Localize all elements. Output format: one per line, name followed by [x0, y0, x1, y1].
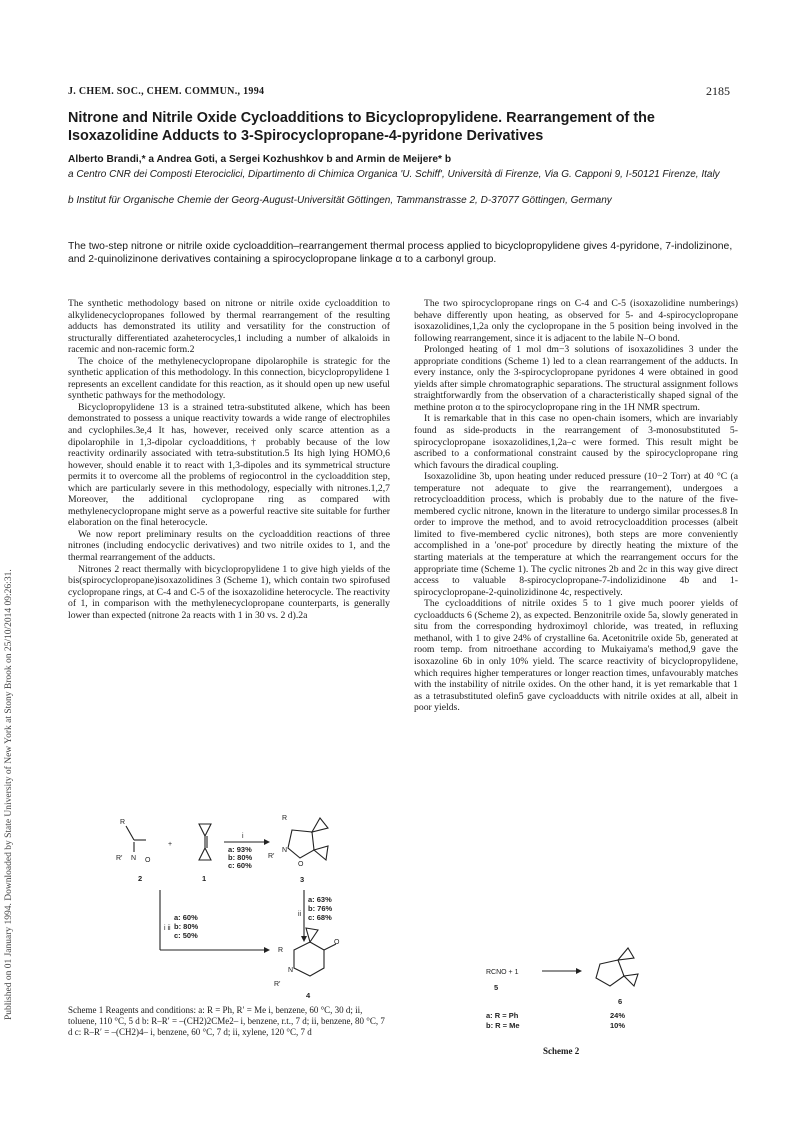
r-label: R [278, 947, 284, 954]
affiliation-b: b Institut für Organische Chemie der Georg-August-Universität Göttingen, Tammanstrasse 2, D-37077 Göttingen, Germany [68, 195, 612, 206]
paragraph: Bicyclopropylidene 13 is a strained tetra-substituted alkene, which has been demonstrated to possess a unique reactivity towards a wide range of electrophiles and cyclophiles.3e,4 It has, however, received only scarce attention as a dipolarophile in 1,3-dipolar cycloadditions,† probably because of the low reactivity ordinarily associated with tetra-substitution.5 Its high lying HOMO,6 however, should enable it to react with 1,3-dipoles and its symmetrical structure permits it to overcome all the problems of regiocontrol in the cycloaddition step, which are particularly severe in this methodology, especially with nitrones.1,2,7 Moreover, the additional cyclopropane ring as compared with methylenecyclopropane might serve as a powerful reactive site suitable for further elaboration on the final heterocycle. [68, 401, 390, 529]
scheme-1-figure [114, 786, 384, 1008]
yield-b-ii: b: 76% [308, 904, 333, 913]
affiliation-a: a Centro CNR dei Composti Eterociclici, Dipartimento di Chimica Organica 'U. Schiff', Università di Firenze, Via G. Capponi 9, I-50121 Firenze, Italy [68, 169, 720, 180]
paragraph: The two spirocyclopropane rings on C-4 and C-5 (isoxazolidine numberings) behave differently upon heating, as observed for 5- and 4-spirocyclopropane isoxazolidines,1,2a only the cyclopropane in the 5 position being involved in the following rearrangement, since it is adjacent to the labile N–O bond. [414, 298, 738, 344]
paragraph: Nitrones 2 react thermally with bicyclopropylidene 1 to give high yields of the bis(spirocyclopropane)isoxazolidines 3 (Scheme 1), which contain two spirofused cyclopropane rings, at C-4 and C-5 of the isoxazolidine heterocycle. The reactivity of 1, in comparison with the methylenecyclopropane counterparts, is generally lower than expected (nitrone 2a reacts with 1 in 30 vs. 2 d).2a [68, 563, 390, 621]
r-prime-label: R′ [116, 855, 123, 862]
watermark-text: Published on 01 January 1994. Downloaded by State University of New York at Stony Brook on 25/10/2014 09:26:31. [4, 569, 14, 1020]
abstract: The two-step nitrone or nitrile oxide cycloaddition–rearrangement thermal process applied to bicyclopropylidene gives 4-pyridone, 7-indolizinone, and 2-quinolizinone derivatives containing a spirocyclopropane linkage α to a carbonyl group. [68, 241, 733, 265]
step-i-label: i [242, 833, 244, 840]
r-label: R [120, 819, 126, 826]
n-label: N [282, 847, 288, 854]
journal-name: J. CHEM. SOC., CHEM. COMMUN., 1994 [68, 86, 265, 97]
yield-c-iii: c: 50% [174, 931, 198, 940]
step-ii-label: ii [298, 911, 302, 918]
right-column [414, 298, 738, 714]
r-prime-label: R′ [268, 853, 275, 860]
page-number: 2185 [706, 84, 730, 98]
r-label: R [282, 815, 288, 822]
scheme-1-caption: Scheme 1 Reagents and conditions: a: R = Ph, R′ = Me i, benzene, 60 °C, 30 d; ii, toluene, 110 °C, 5 d b: R–R′ = –(CH2)2CMe2– i, benzene, r.t., 7 d; ii, benzene, 80 °C, 7 d c: R–R′ = –(CH2)4– i, benzene, 60 °C, 7 d; ii, xylene, 120 °C, 7 d [68, 1005, 385, 1037]
row-a-yield: 24% [610, 1011, 626, 1020]
o-label: O [145, 857, 151, 864]
yield-c-i: c: 60% [228, 861, 252, 870]
compound-1-label: 1 [202, 874, 207, 883]
paragraph: We now report preliminary results on the cycloaddition reactions of three nitrones (including endocyclic derivatives) and two nitrile oxides to 1, and the thermal rearrangement of the adducts. [68, 528, 390, 564]
compound-6-label: 6 [618, 997, 623, 1006]
r-prime-label: R′ [274, 981, 281, 988]
o-label: O [334, 939, 340, 946]
nitrone-structure [116, 819, 151, 883]
journal-header [68, 84, 730, 100]
paragraph: The cycloadditions of nitrile oxides 5 to 1 give much poorer yields of cycloadducts 6 (Scheme 2), as expected. Benzonitrile oxide 5a, slowly generated in situ from the corresponding hydroximoyl chloride, was treated, in refluxing methanol, with 1 to give 24% of crystalline 6a. Acetonitrile oxide 5b, generated at room temp. from nitroethane according to Mukaiyama's method,9 gave the isoxazoline 6b in only 10% yield. The scarce reactivity of bicyclopropylidene, which requires higher temperatures or longer reaction times, unfavourably matches with the instability of nitrile oxides. On the other hand, it is yet remarkable that 1 as a tetrasubstituted olefin5 gave cycloadducts with nitrile oxides at all, albeit in poor yields. [414, 598, 738, 714]
n-label: N [288, 967, 294, 974]
compound-2-label: 2 [138, 874, 143, 883]
yield-b-iii: b: 80% [174, 922, 199, 931]
paragraph: Isoxazolidine 3b, upon heating under reduced pressure (10−2 Torr) at 40 °C (a temperature not adequate to give the rearrangement), undergoes a retrocycloaddition process, which is probably due to the nature of the five-membered cyclic nitrone, known in the literature to undergo similar processes.8 In order to improve the method, and to avoid retrocycloaddition processes (albeit limited to five-membered cyclic nitrones), both steps are more conveniently accomplished in a 'one-pot' procedure by directly heating the mixture of the starting materials at the temperature at which the rearrangement occurs for the appropriate time (Scheme 1). The cyclic nitrones 2b and 2c in this way give direct access to valuable 8-spirocyclopropane-7-indolizidinone 4b and 1-spirocyclopropane-2-quinolizidinone 4c, respectively. [414, 471, 738, 598]
download-watermark [0, 0, 20, 1128]
step-i-ii-label: i ii [164, 925, 171, 932]
compound-5-label: 5 [494, 983, 499, 992]
paragraph: It is remarkable that in this case no open-chain isomers, which are invariably found as side-products in the rearrangement of 3-monosubstituted 5-spirocyclopropane isoxazolidines,1,2a–c were formed. This result might be ascribed to a conformational constraint caused by the spirocyclopropane ring which favours the diradical coupling. [414, 413, 738, 471]
row-b-yield: 10% [610, 1021, 626, 1030]
scheme-2-caption: Scheme 2 [543, 1046, 580, 1056]
row-a-label: a: R = Ph [486, 1011, 519, 1020]
yield-a-iii: a: 60% [174, 913, 198, 922]
bicyclopropylidene-structure [199, 824, 211, 883]
yield-a-i: a: 93% [228, 845, 252, 854]
o-label: O [298, 861, 304, 868]
yield-c-ii: c: 68% [308, 913, 332, 922]
row-b-label: b: R = Me [486, 1021, 520, 1030]
scheme-2-drawing [476, 946, 706, 1038]
reagent-label: RCNO + 1 [486, 969, 519, 976]
pyridone-structure [274, 928, 340, 1000]
paragraph: Prolonged heating of 1 mol dm−3 solutions of isoxazolidines 3 under the appropriate conditions (Scheme 1) led to a clean rearrangement of the adducts. In every instance, only the 3-spirocyclopropane pyridones 4 were obtained in good yields after simple chromatographic separations. The structural assignment follows straightforwardly from the observation of a characteristically shaped signal of the methine proton α to the spirocyclopropane ring in the 1H NMR spectrum. [414, 344, 738, 413]
yield-b-i: b: 80% [228, 853, 253, 862]
scheme-2-figure [476, 946, 706, 1038]
compound-3-label: 3 [300, 875, 305, 884]
isoxazoline-structure [596, 948, 638, 1006]
scheme-1-drawing [114, 786, 384, 1008]
isoxazolidine-structure [268, 815, 328, 884]
author-list: Alberto Brandi,* a Andrea Goti, a Sergei Kozhushkov b and Armin de Meijere* b [68, 154, 452, 165]
compound-4-label: 4 [306, 991, 311, 1000]
paragraph: The choice of the methylenecyclopropane dipolarophile is strategic for the synthetic application of this methodology. In this connection, bicyclopropylidene 1 represents an excellent candidate for this reaction, as it should open up new useful synthetic pathways for the methodology. [68, 355, 390, 402]
article-title: Nitrone and Nitrile Oxide Cycloadditions to Bicyclopropylidene. Rearrangement of the Isoxazolidine Adducts to 3-Spirocyclopropane-4-pyridone Derivatives [68, 110, 655, 144]
paragraph: The synthetic methodology based on nitrone or nitrile oxide cycloaddition to alkylidenecyclopropanes followed by thermal rearrangement of the resulting adducts has demonstrated its utility and versatility for the construction of structurally differentiated azaheterocycles,1 including a number of alkaloids in racemic and non-racemic form.2 [68, 298, 390, 356]
left-column [68, 298, 390, 621]
yield-a-ii: a: 63% [308, 895, 332, 904]
n-label: N [131, 855, 137, 862]
plus-sign: + [168, 841, 173, 848]
